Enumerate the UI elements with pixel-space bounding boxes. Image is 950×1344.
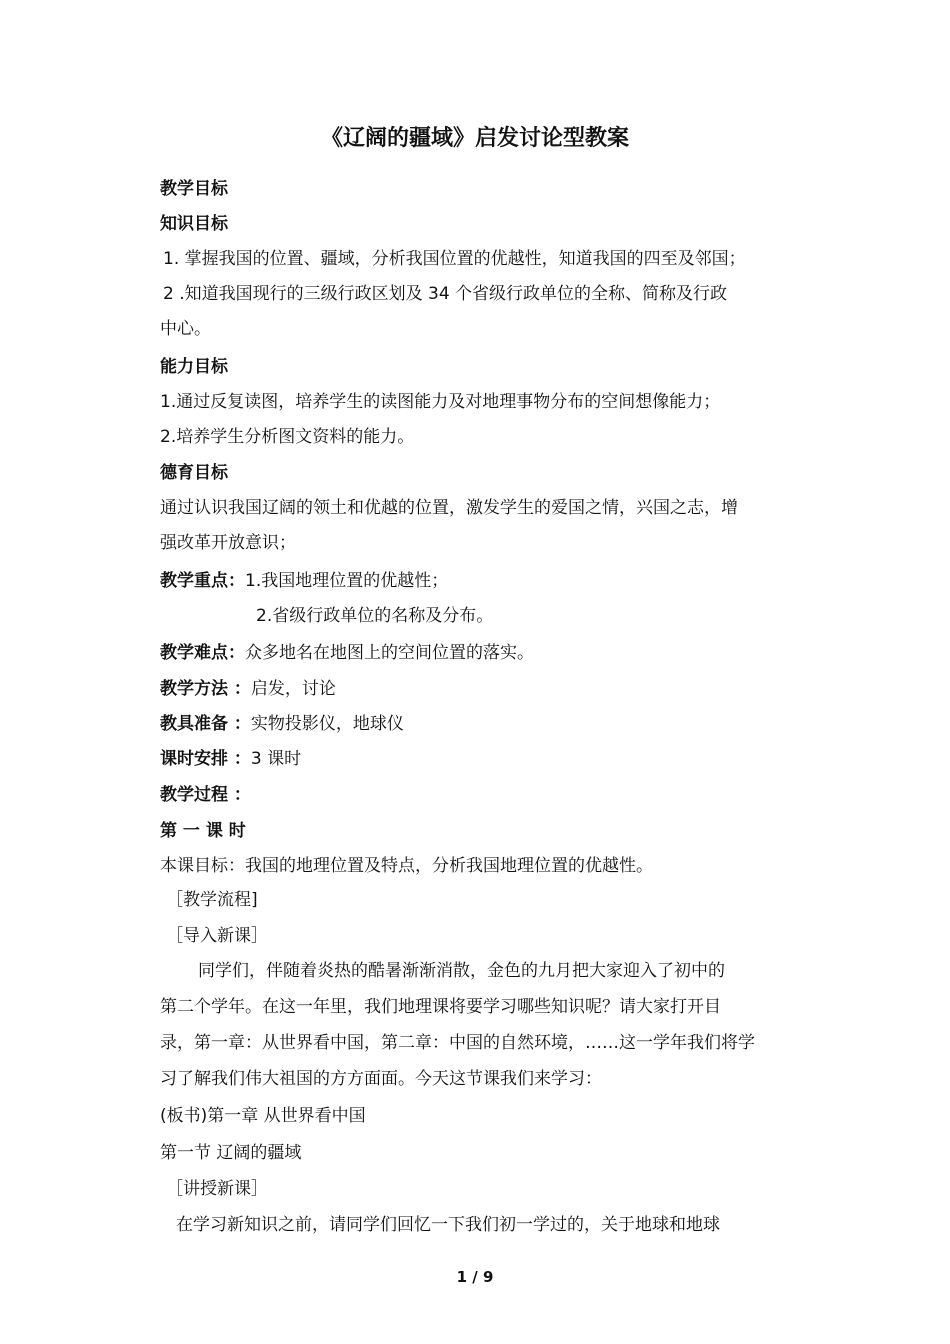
schedule-label: 课时安排 ：: [160, 749, 251, 769]
lecture-heading: ［讲授新课］: [166, 1179, 268, 1199]
key-points: [160, 570, 448, 592]
intro-heading: ［导入新课］: [166, 926, 268, 946]
lesson-goal: 本课目标：我国的地理位置及特点，分析我国地理位置的优越性。: [160, 856, 653, 876]
method-text: 启发，讨论: [250, 679, 336, 699]
tools-text: 实物投影仪，地球仪: [250, 714, 404, 734]
difficulty-text: 众多地名在地图上的空间位置的落实。: [245, 643, 534, 663]
heading-knowledge-goals: 知识目标: [160, 214, 228, 234]
method-label: 教学方法 ：: [160, 679, 251, 699]
board-section: 第一节 辽阔的疆域: [160, 1143, 302, 1163]
knowledge-item-1: 1. 掌握我国的位置、疆域，分析我国位置的优越性，知道我国的四至及邻国；: [163, 249, 746, 269]
ability-item-1: 1.通过反复读图，培养学生的读图能力及对地理事物分布的空间想像能力；: [160, 392, 721, 412]
process-label: 教学过程 ：: [160, 785, 251, 805]
difficulty-label: 教学难点：: [160, 643, 245, 663]
method: [160, 678, 336, 700]
key-point-2: 2.省级行政单位的名称及分布。: [256, 606, 494, 626]
page-number: 1 / 9: [456, 1268, 494, 1286]
board-chapter: (板书)第一章 从世界看中国: [160, 1106, 366, 1126]
knowledge-item-2: 2 .知道我国现行的三级行政区划及 34 个省级行政单位的全称、简称及行政: [163, 284, 728, 304]
flow-heading: ［教学流程]: [166, 890, 258, 910]
document-title: 《辽阔的疆域》启发讨论型教案: [320, 126, 629, 151]
paragraph-line: 录，第一章：从世界看中国，第二章：中国的自然环境，……这一学年我们将学: [160, 1033, 755, 1053]
heading-ability-goals: 能力目标: [160, 357, 228, 377]
tools-label: 教具准备 ：: [160, 714, 251, 734]
schedule: [160, 748, 301, 770]
heading-teaching-goals: 教学目标: [160, 179, 228, 199]
tools: [160, 713, 404, 735]
moral-text-cont: 强改革开放意识；: [160, 533, 296, 553]
ability-item-2: 2.培养学生分析图文资料的能力。: [160, 427, 415, 447]
moral-text: 通过认识我国辽阔的领土和优越的位置，激发学生的爱国之情，兴国之志，增: [160, 498, 738, 518]
difficulty: [160, 642, 534, 664]
key-point-1: 1.我国地理位置的优越性；: [245, 571, 449, 591]
lesson-heading: 第 一 课 时: [160, 821, 246, 841]
knowledge-item-2-cont: 中心。: [160, 319, 211, 339]
paragraph-line: 习了解我们伟大祖国的方方面面。今天这节课我们来学习：: [160, 1069, 602, 1089]
paragraph-line: 第二个学年。在这一年里，我们地理课将要学习哪些知识呢？请大家打开目: [160, 997, 721, 1017]
key-points-label: 教学重点：: [160, 571, 245, 591]
paragraph-line: 同学们，伴随着炎热的酷暑渐渐消散，金色的九月把大家迎入了初中的: [198, 961, 725, 981]
heading-moral-goals: 德育目标: [160, 463, 228, 483]
paragraph-line: 在学习新知识之前，请同学们回忆一下我们初一学过的，关于地球和地球: [176, 1215, 720, 1235]
schedule-text: 3 课时: [250, 749, 302, 769]
